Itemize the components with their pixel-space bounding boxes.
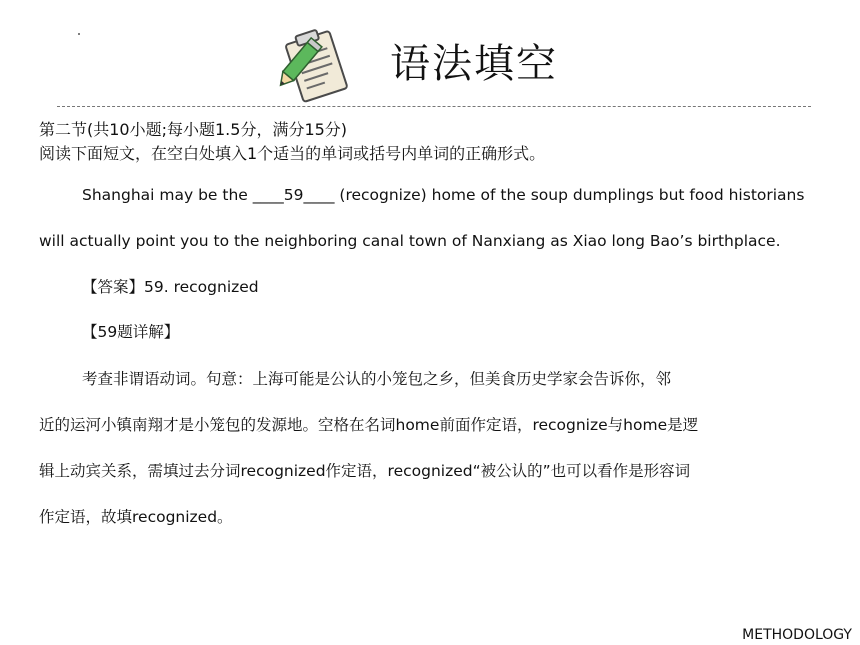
dashed-divider xyxy=(57,106,811,107)
passage-line-2: will actually point you to the neighboring canal town of Nanxiang as Xiao long Bao’s birthplace. xyxy=(39,232,781,250)
instruction-text: 阅读下面短文，在空白处填入1个适当的单词或括号内单词的正确形式。 xyxy=(39,144,546,163)
explanation-line-3: 辑上动宾关系，需填过去分词recognized作定语，recognized“被公认的”也可以看作是形容词 xyxy=(39,462,691,480)
explanation-heading: 【59题详解】 xyxy=(82,323,180,341)
decorative-dot xyxy=(78,33,80,35)
explanation-line-2: 近的运河小镇南翔才是小笼包的发源地。空格在名词home前面作定语，recognize与home是逻 xyxy=(39,416,699,434)
clipboard-pencil-icon xyxy=(268,26,358,106)
footer-label: METHODOLOGY xyxy=(742,627,852,643)
passage-line-1: Shanghai may be the ____59____ (recognize) home of the soup dumplings but food historians xyxy=(82,186,805,204)
page-title: 语法填空 xyxy=(390,41,558,87)
answer-text: 【答案】59. recognized xyxy=(82,278,259,296)
section-heading: 第二节(共10小题;每小题1.5分，满分15分) xyxy=(39,120,348,139)
explanation-line-1: 考查非谓语动词。句意：上海可能是公认的小笼包之乡，但美食历史学家会告诉你，邻 xyxy=(82,370,672,388)
explanation-line-4: 作定语，故填recognized。 xyxy=(39,508,233,526)
